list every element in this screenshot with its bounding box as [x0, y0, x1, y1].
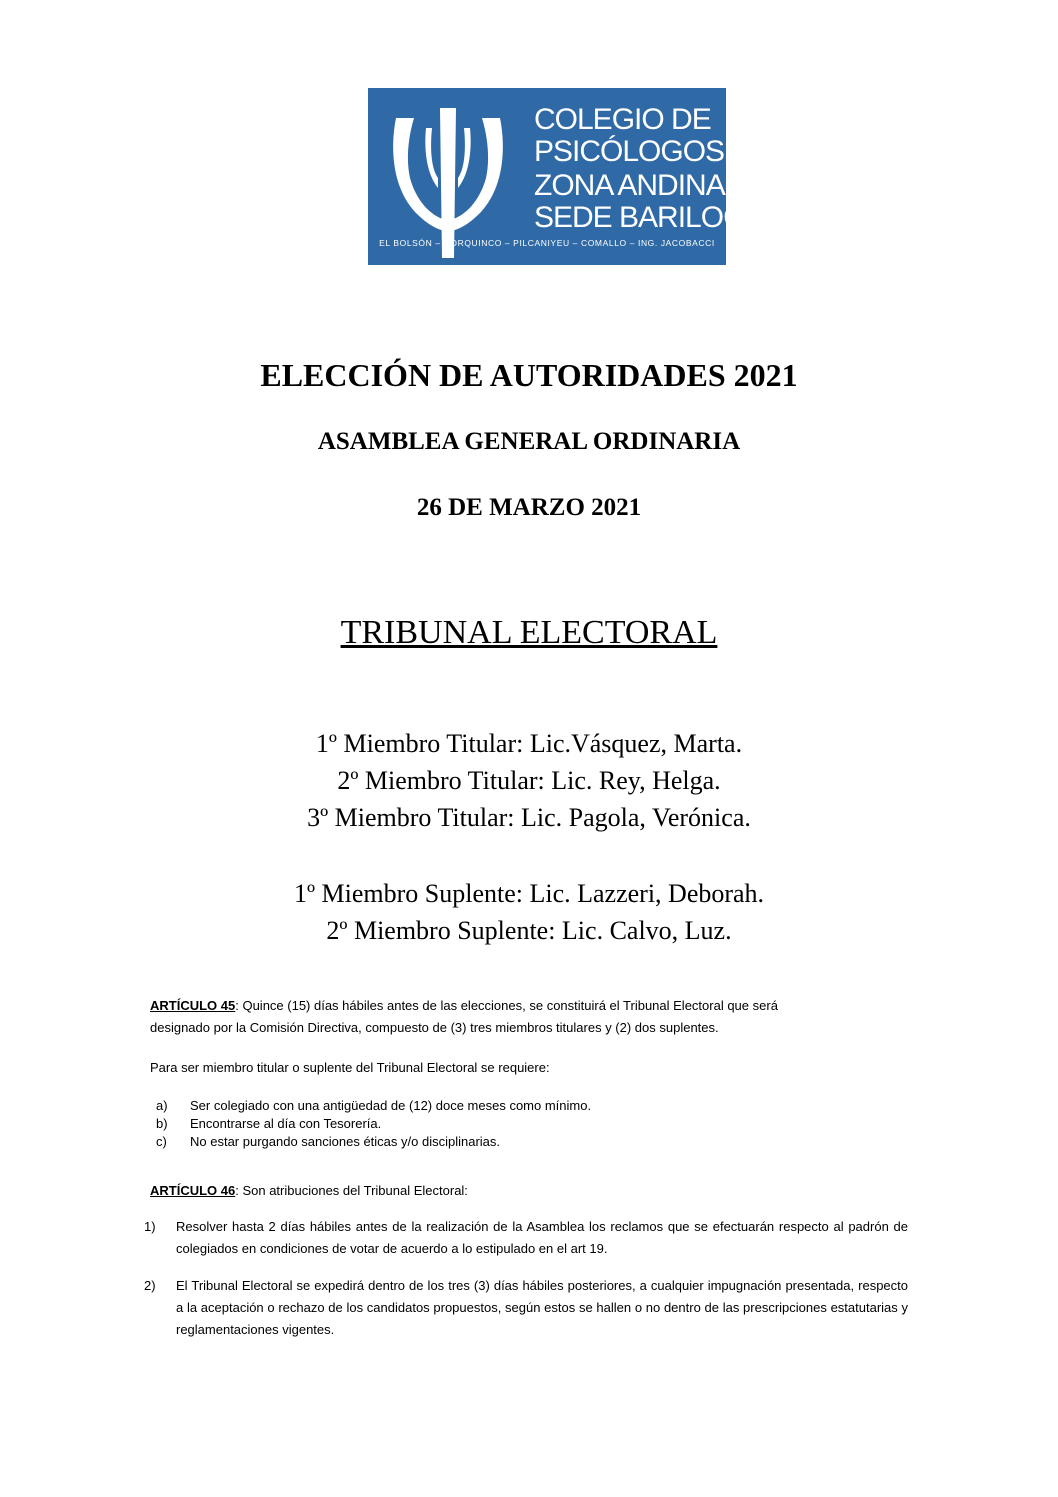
requirement-marker-a: a)	[156, 1098, 168, 1113]
attribution-marker-2: 2)	[144, 1278, 156, 1293]
logo-line-4: SEDE BARILOCHE	[534, 201, 784, 234]
requirement-marker-c: c)	[156, 1134, 167, 1149]
logo	[368, 88, 784, 265]
attribution-marker-1: 1)	[144, 1219, 156, 1234]
document-title: ELECCIÓN DE AUTORIDADES 2021	[260, 357, 798, 393]
attribution-text-2: El Tribunal Electoral se expedirá dentro de los tres (3) días hábiles posteriores, a cualquier impugnación presentada, respecto a la aceptación o rechazo de los candidatos propuestos, según estos se hallen o no dentro de las prescripciones estatutarias y reglamentaciones vigentes.	[176, 1278, 908, 1337]
titular-member-2: 2º Miembro Titular: Lic. Rey, Helga.	[337, 766, 721, 795]
attribution-text-1: Resolver hasta 2 días hábiles antes de la realización de la Asamblea los reclamos que se efectuarán respecto al padrón de colegiados en condiciones de votar de acuerdo a lo estipulado en el art 19.	[176, 1219, 908, 1256]
requirement-intro: Para ser miembro titular o suplente del Tribunal Electoral se requiere:	[150, 1060, 550, 1075]
titular-member-3: 3º Miembro Titular: Lic. Pagola, Verónica.	[307, 803, 751, 832]
requirement-text-a: Ser colegiado con una antigüedad de (12) doce meses como mínimo.	[190, 1098, 592, 1113]
requirement-text-c: No estar purgando sanciones éticas y/o disciplinarias.	[190, 1134, 501, 1149]
article-46-label: ARTÍCULO 46	[150, 1183, 236, 1198]
article-45-line-1	[150, 995, 778, 1017]
logo-line-1: COLEGIO DE	[534, 103, 711, 136]
article-46-text: : Son atribuciones del Tribunal Electoral:	[235, 1183, 468, 1198]
section-heading: TRIBUNAL ELECTORAL	[340, 614, 718, 651]
logo-subtitle: EL BOLSÓN – ÑORQUINCO – PILCANIYEU – COMALLO – ING. JACOBACCI	[379, 238, 715, 248]
date-heading: 26 DE MARZO 2021	[416, 494, 642, 521]
article-45-line-2: designado por la Comisión Directiva, compuesto de (3) tres miembros titulares y (2) dos suplentes.	[150, 1020, 719, 1035]
logo-line-2: PSICÓLOGOS	[534, 135, 725, 168]
article-45-text-1: : Quince (15) días hábiles antes de las elecciones, se constituirá el Tribunal Electoral que será	[235, 998, 778, 1013]
suplente-member-2: 2º Miembro Suplente: Lic. Calvo, Luz.	[326, 916, 732, 945]
requirement-text-b: Encontrarse al día con Tesorería.	[190, 1116, 382, 1131]
titular-member-1: 1º Miembro Titular: Lic.Vásquez, Marta.	[315, 729, 743, 758]
article-46-line	[150, 1180, 468, 1202]
assembly-heading: ASAMBLEA GENERAL ORDINARIA	[317, 428, 741, 455]
requirement-marker-b: b)	[156, 1116, 168, 1131]
logo-line-3: ZONA ANDINA	[534, 169, 725, 202]
suplente-member-1: 1º Miembro Suplente: Lic. Lazzeri, Deborah.	[293, 879, 765, 908]
article-45-label: ARTÍCULO 45	[150, 998, 236, 1013]
